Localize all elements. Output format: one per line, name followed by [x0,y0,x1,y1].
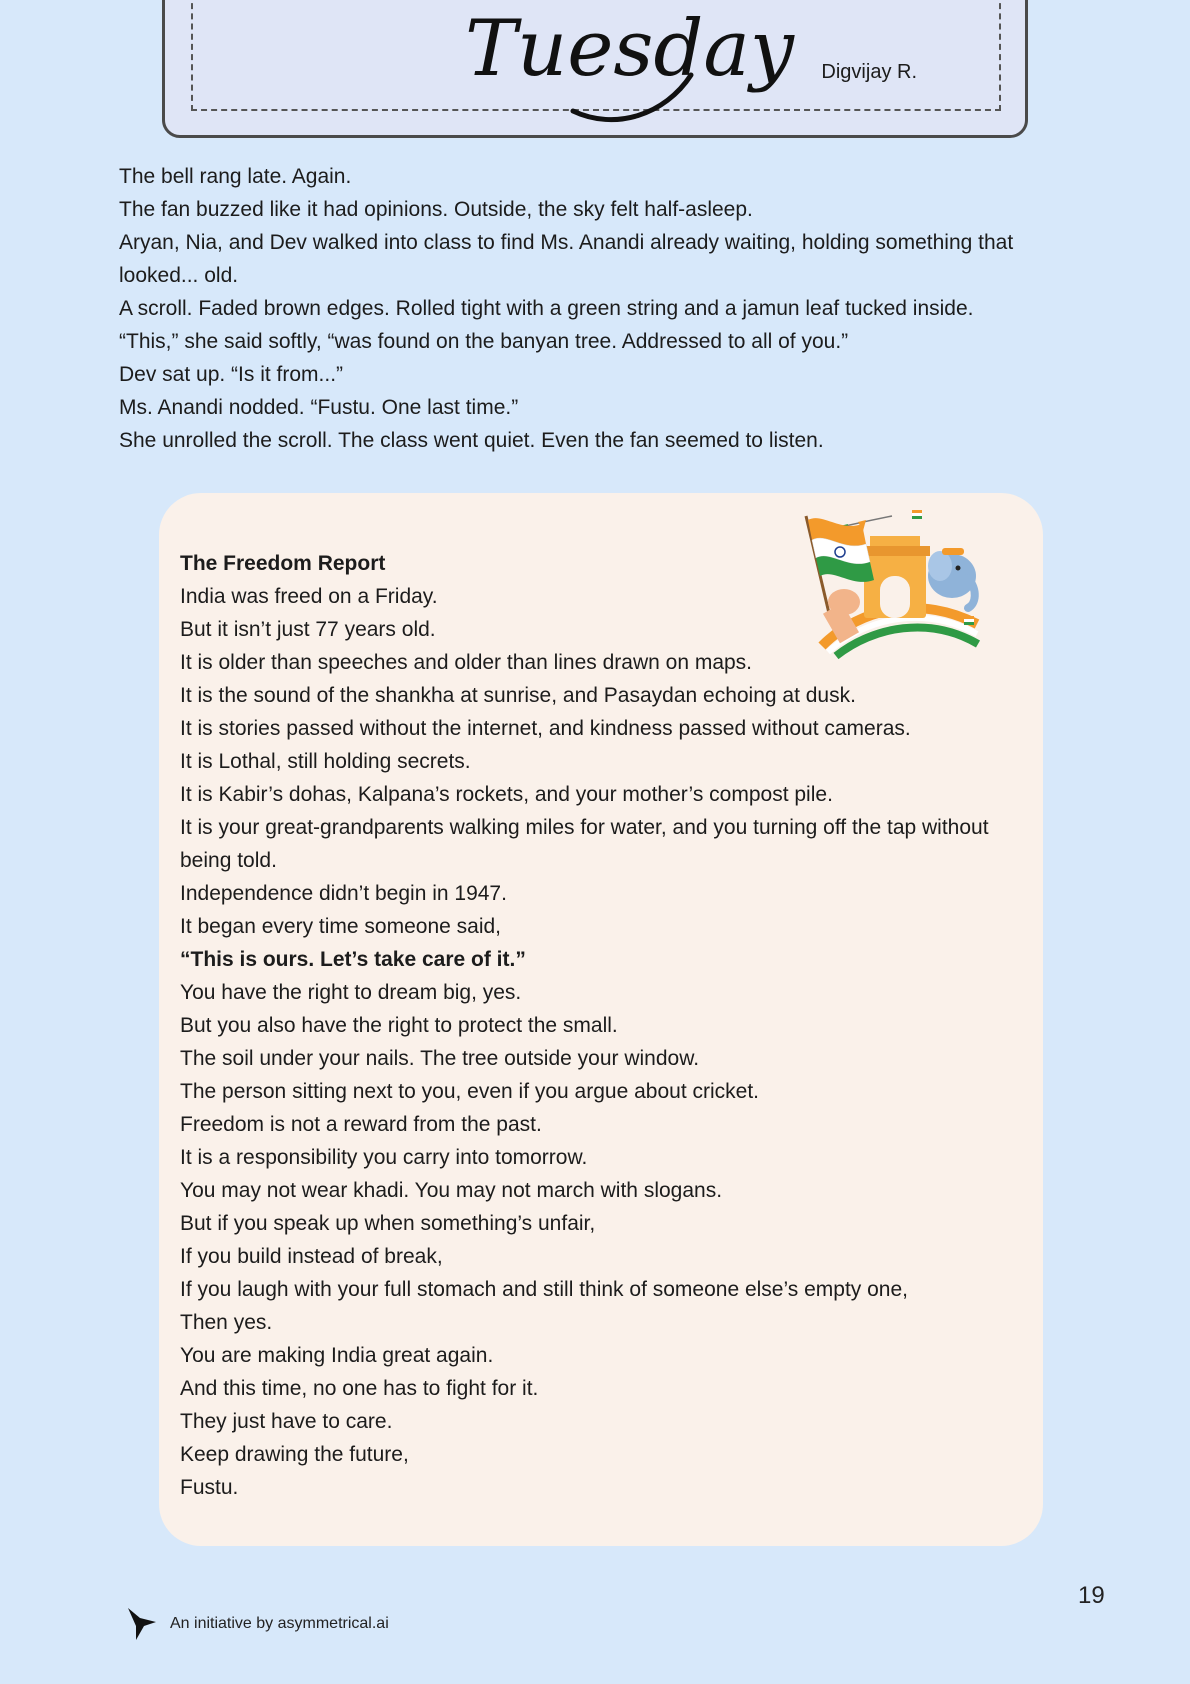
intro-line: Aryan, Nia, and Dev walked into class to find Ms. Anandi already waiting, holding something that looked... old. [119,231,1014,287]
report-line: It began every time someone said, [180,915,502,938]
report-line: Freedom is not a reward from the past. [180,1113,542,1136]
report-line: If you laugh with your full stomach and still think of someone else’s empty one, [180,1278,908,1301]
author-name: Digvijay R. [821,61,917,83]
report-line: Then yes. [180,1311,273,1334]
report-line: It is older than speeches and older than lines drawn on maps. [180,651,753,674]
report-line: It is the sound of the shankha at sunrise, and Pasaydan echoing at dusk. [180,684,856,707]
report-signature: Fustu. [180,1476,239,1499]
intro-line: She unrolled the scroll. The class went quiet. Even the fan seemed to listen. [119,429,824,452]
day-title: Tuesday [465,4,794,94]
report-line: Keep drawing the future, [180,1443,409,1466]
header-card [162,0,1028,138]
footer [126,1606,389,1642]
report-line: But if you speak up when something’s unfair, [180,1212,596,1235]
report-line: It is your great-grandparents walking miles for water, and you turning off the tap without being told. [180,816,989,872]
bird-logo-icon [126,1606,160,1642]
intro-line: Ms. Anandi nodded. “Fustu. One last time.” [119,396,519,419]
report-line: They just have to care. [180,1410,393,1433]
report-line: You are making India great again. [180,1344,494,1367]
report-line: If you build instead of break, [180,1245,443,1268]
report-title: The Freedom Report [180,552,386,575]
intro-line: The bell rang late. Again. [119,165,352,188]
report-line: But it isn’t just 77 years old. [180,618,436,641]
report-line: India was freed on a Friday. [180,585,438,608]
report-line: You have the right to dream big, yes. [180,981,522,1004]
initiative-text: An initiative by asymmetrical.ai [170,1615,389,1632]
report-line: But you also have the right to protect the small. [180,1014,618,1037]
report-line: It is Lothal, still holding secrets. [180,750,471,773]
day-title-lettering [455,3,794,123]
report-line: The person sitting next to you, even if you argue about cricket. [180,1080,759,1103]
intro-line: “This,” she said softly, “was found on the banyan tree. Addressed to all of you.” [119,330,849,353]
page-number: 19 [1078,1582,1105,1609]
freedom-report-text [180,547,1010,1504]
report-line: It is a responsibility you carry into tomorrow. [180,1146,588,1169]
report-quote: “This is ours. Let’s take care of it.” [180,948,526,971]
report-line: And this time, no one has to fight for it. [180,1377,539,1400]
intro-line: A scroll. Faded brown edges. Rolled tight with a green string and a jamun leaf tucked inside. [119,297,974,320]
report-line: It is stories passed without the internet, and kindness passed without cameras. [180,717,911,740]
report-line: The soil under your nails. The tree outside your window. [180,1047,700,1070]
report-line: Independence didn’t begin in 1947. [180,882,507,905]
report-line: It is Kabir’s dohas, Kalpana’s rockets, and your mother’s compost pile. [180,783,833,806]
intro-line: Dev sat up. “Is it from...” [119,363,344,386]
intro-narrative [119,160,1069,457]
intro-line: The fan buzzed like it had opinions. Outside, the sky felt half-asleep. [119,198,753,221]
report-line: You may not wear khadi. You may not march with slogans. [180,1179,723,1202]
